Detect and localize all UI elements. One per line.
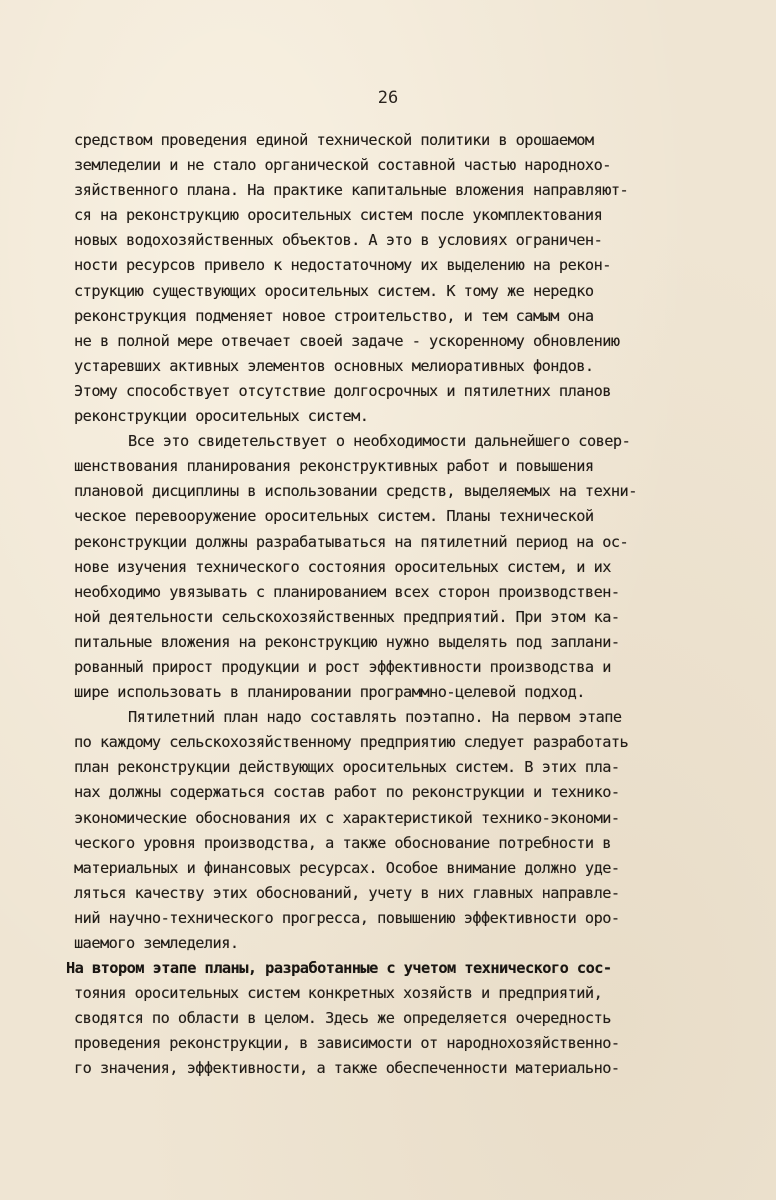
- text-line: экономические обоснования их с характеристикой технико-экономи-: [74, 808, 620, 827]
- text-line: плановой дисциплины в использовании средств, выделяемых на техни-: [74, 482, 637, 501]
- text-line: зяйственного плана. На практике капитальные вложения направляют-: [74, 181, 629, 200]
- text-line: нове изучения технического состояния оросительных систем, и их: [74, 557, 611, 576]
- text-line: тояния оросительных систем конкретных хозяйств и предприятий,: [74, 984, 603, 1003]
- text-line: новых водохозяйственных объектов. А это в условиях ограничен-: [74, 231, 603, 250]
- text-line: план реконструкции действующих оросительных систем. В этих пла-: [74, 758, 620, 777]
- text-line: реконструкции оросительных систем.: [74, 407, 369, 426]
- text-line: рованный прирост продукции и рост эффективности производства и: [74, 657, 611, 676]
- text-line: средством проведения единой технической политики в орошаемом: [74, 131, 594, 149]
- text-line: необходимо увязывать с планированием всех сторон производствен-: [74, 582, 620, 601]
- text-line: Этому способствует отсутствие долгосрочных и пятилетних планов: [74, 381, 611, 400]
- text-line: ческое перевооружение оросительных систем. Планы технической: [74, 507, 594, 526]
- text-line: шире использовать в планировании программно-целевой подход.: [74, 683, 585, 702]
- text-line: шаемого земледелия.: [74, 934, 239, 952]
- text-line: реконструкции должны разрабатываться на пятилетний период на ос-: [74, 532, 629, 551]
- paragraph-start-line: Все это свидетельствует о необходимости дальнейшего совер-: [128, 432, 631, 451]
- text-line: го значения, эффективности, а также обеспеченности материально-: [74, 1059, 620, 1078]
- text-line: ческого уровня производства, а также обоснование потребности в: [74, 833, 611, 852]
- page-number: 26: [377, 88, 399, 108]
- text-line: сводятся по области в целом. Здесь же определяется очередность: [74, 1009, 611, 1028]
- text-line: нах должны содержаться состав работ по реконструкции и технико-: [74, 783, 620, 802]
- text-line: проведения реконструкции, в зависимости от народнохозяйственно-: [74, 1034, 620, 1053]
- text-line: не в полной мере отвечает своей задаче - ускоренному обновлению: [74, 331, 620, 350]
- text-line: устаревших активных элементов основных мелиоративных фондов.: [74, 356, 594, 375]
- text-line: земледелии и не стало органической составной частью народнохо-: [74, 156, 611, 175]
- paragraph-start-line: Пятилетний план надо составлять поэтапно. На первом этапе: [128, 708, 622, 727]
- text-line: материальных и финансовых ресурсах. Особое внимание должно уде-: [74, 858, 620, 877]
- text-line: шенствования планирования реконструктивных работ и повышения: [74, 457, 594, 476]
- text-line: по каждому сельскохозяйственному предприятию следует разработать: [74, 733, 629, 752]
- text-line: реконструкция подменяет новое строительство, и тем самым она: [74, 306, 594, 325]
- text-line: ний научно-технического прогресса, повышению эффективности оро-: [74, 908, 620, 927]
- body-text: [66, 128, 734, 1082]
- text-line: струкцию существующих оросительных систем. К тому же нередко: [74, 281, 594, 300]
- text-line: ной деятельности сельскохозяйственных предприятий. При этом ка-: [74, 607, 620, 626]
- text-line: ляться качеству этих обоснований, учету в них главных направле-: [74, 883, 620, 902]
- text-line: ся на реконструкцию оросительных систем после укомплектования: [74, 206, 603, 225]
- text-line: ности ресурсов привело к недостаточному их выделению на рекон-: [74, 256, 611, 275]
- text-line: питальные вложения на реконструкцию нужно выделять под заплани-: [74, 632, 620, 651]
- paragraph-start-line: На втором этапе планы, разработанные с учетом технического сос-: [66, 959, 612, 978]
